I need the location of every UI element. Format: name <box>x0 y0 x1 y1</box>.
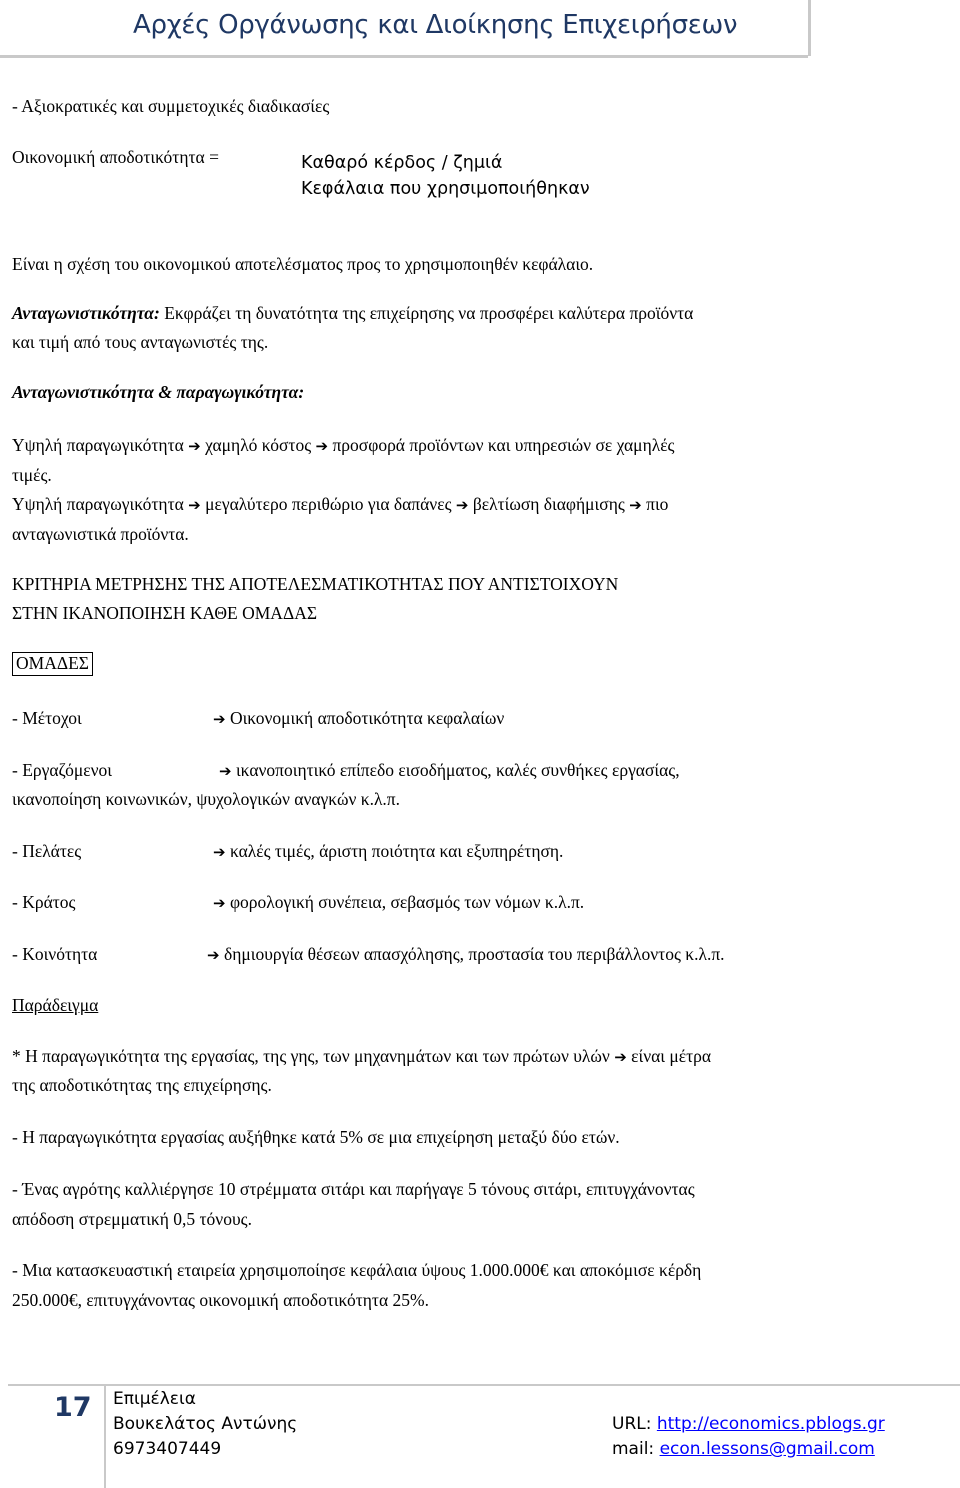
footer-url-label: URL: <box>612 1414 657 1434</box>
text-line: ανταγωνιστικά προϊόντα. <box>12 524 189 544</box>
footer-url <box>612 1414 885 1434</box>
text-span: Υψηλή παραγωγικότητα <box>12 494 184 514</box>
text-line: - Η παραγωγικότητα εργασίας αυξήθηκε κατά 5% σε μια επιχείρηση μεταξύ δύο ετών. <box>12 1127 620 1147</box>
arrow-right-icon: ➔ <box>629 496 642 514</box>
section-heading: ΚΡΙΤΗΡΙΑ ΜΕΤΡΗΣΗΣ ΤΗΣ ΑΠΟΤΕΛΕΣΜΑΤΙΚΟΤΗΤΑΣ ΠΟΥ ΑΝΤΙΣΤΟΙΧΟΥΝ <box>12 574 619 594</box>
arrow-right-icon: ➔ <box>315 437 329 455</box>
text-span: χαμηλό κόστος <box>205 435 312 455</box>
page-number: 17 <box>54 1392 92 1423</box>
text-span: προσφορά προϊόντων και υπηρεσιών σε χαμηλές <box>332 435 675 455</box>
text-line <box>12 496 668 514</box>
text-line <box>12 1048 711 1066</box>
footer-mail-label: mail: <box>612 1439 660 1459</box>
footer-author: Βουκελάτος Αντώνης <box>113 1414 298 1434</box>
text-span: * Η παραγωγικότητα της εργασίας, της γης, των μηχανημάτων και των πρώτων υλών <box>12 1046 610 1066</box>
group-customers-criterion <box>213 843 563 861</box>
text-line: ικανοποίηση κοινωνικών, ψυχολογικών αναγκών κ.λ.π. <box>12 789 401 809</box>
text-span: δημιουργία θέσεων απασχόλησης, προστασία του περιβάλλοντος κ.λ.π. <box>223 944 725 964</box>
arrow-right-icon: ➔ <box>213 843 226 861</box>
text-span: Εκφράζει τη δυνατότητα της επιχείρησης να προσφέρει καλύτερα προϊόντα <box>159 303 694 323</box>
text-line: απόδοση στρεμματική 0,5 τόνους. <box>12 1209 252 1229</box>
term-competitiveness: Ανταγωνιστικότητα: <box>12 303 160 323</box>
text-span: ικανοποιητικό επίπεδο εισοδήματος, καλές συνθήκες εργασίας, <box>235 760 680 780</box>
group-state: - Κράτος <box>12 892 76 912</box>
arrow-right-icon: ➔ <box>188 496 201 514</box>
page-header <box>0 0 960 58</box>
group-shareholders-criterion <box>213 710 504 728</box>
group-customers: - Πελάτες <box>12 841 82 861</box>
header-title: Αρχές Οργάνωσης και Διοίκησης Επιχειρήσεων <box>133 10 738 40</box>
text-span: είναι μέτρα <box>631 1046 712 1066</box>
arrow-right-icon: ➔ <box>188 437 201 455</box>
formula-denominator: Κεφάλαια που χρησιμοποιήθηκαν <box>301 179 590 199</box>
arrow-right-icon: ➔ <box>213 894 226 912</box>
subheading: Ανταγωνιστικότητα & παραγωγικότητα: <box>12 382 305 402</box>
header-divider-horizontal <box>0 55 808 58</box>
footer-mail <box>612 1439 875 1459</box>
text-line: Είναι η σχέση του οικονομικού αποτελέσματος προς το χρησιμοποιηθέν κεφάλαιο. <box>12 254 594 274</box>
text-line: - Μια κατασκευαστική εταιρεία χρησιμοποίησε κεφάλαια ύψους 1.000.000€ και αποκόμισε κέρδη <box>12 1260 702 1280</box>
footer-url-link[interactable]: http://economics.pblogs.gr <box>656 1414 885 1434</box>
text-line: τιμές. <box>12 465 52 485</box>
arrow-right-icon: ➔ <box>213 710 226 728</box>
text-line: της αποδοτικότητας της επιχείρησης. <box>12 1075 272 1095</box>
arrow-right-icon: ➔ <box>207 946 220 964</box>
arrow-right-icon: ➔ <box>614 1048 627 1066</box>
arrow-right-icon: ➔ <box>219 762 232 780</box>
text-span: καλές τιμές, άριστη ποιότητα και εξυπηρέτηση. <box>229 841 564 861</box>
footer-mail-link[interactable]: econ.lessons@gmail.com <box>659 1439 875 1459</box>
text-line <box>12 305 693 323</box>
text-span: Υψηλή παραγωγικότητα <box>12 435 184 455</box>
text-span: μεγαλύτερο περιθώριο για δαπάνες <box>205 494 452 514</box>
text-line: - Αξιοκρατικές και συμμετοχικές διαδικασίες <box>12 96 330 116</box>
formula-numerator: Καθαρό κέρδος / ζημιά <box>301 153 503 173</box>
header-divider-vertical <box>808 0 811 56</box>
group-state-criterion <box>213 894 584 912</box>
groups-label-box: ΟΜΑΔΕΣ <box>12 652 93 676</box>
group-shareholders: - Μέτοχοι <box>12 708 82 728</box>
footer-divider-horizontal <box>8 1384 960 1386</box>
group-community-criterion <box>207 946 725 964</box>
text-line: και τιμή από τους ανταγωνιστές της. <box>12 332 269 352</box>
group-community: - Κοινότητα <box>12 944 98 964</box>
text-span: φορολογική συνέπεια, σεβασμός των νόμων κ.λ.π. <box>229 892 585 912</box>
text-line <box>12 437 674 455</box>
group-employees-criterion <box>219 762 680 780</box>
arrow-right-icon: ➔ <box>455 496 469 514</box>
text-span: πιο <box>646 494 669 514</box>
text-span: βελτίωση διαφήμισης <box>472 494 625 514</box>
footer-edit-label: Επιμέλεια <box>113 1389 196 1409</box>
footer-divider-vertical <box>104 1384 106 1488</box>
text-span: Οικονομική αποδοτικότητα κεφαλαίων <box>229 708 505 728</box>
footer-phone: 6973407449 <box>113 1439 222 1459</box>
text-line: - Ένας αγρότης καλλιέργησε 10 στρέμματα σιτάρι και παρήγαγε 5 τόνους σιτάρι, επιτυγχάνοντας <box>12 1179 695 1199</box>
text-line: 250.000€, επιτυγχάνοντας οικονομική αποδοτικότητα 25%. <box>12 1290 429 1310</box>
group-employees: - Εργαζόμενοι <box>12 760 112 780</box>
section-heading: ΣΤΗΝ ΙΚΑΝΟΠΟΙΗΣΗ ΚΑΘΕ ΟΜΑΔΑΣ <box>12 603 318 623</box>
formula-label: Οικονομική αποδοτικότητα = <box>12 147 219 167</box>
example-heading: Παράδειγμα <box>12 995 99 1015</box>
